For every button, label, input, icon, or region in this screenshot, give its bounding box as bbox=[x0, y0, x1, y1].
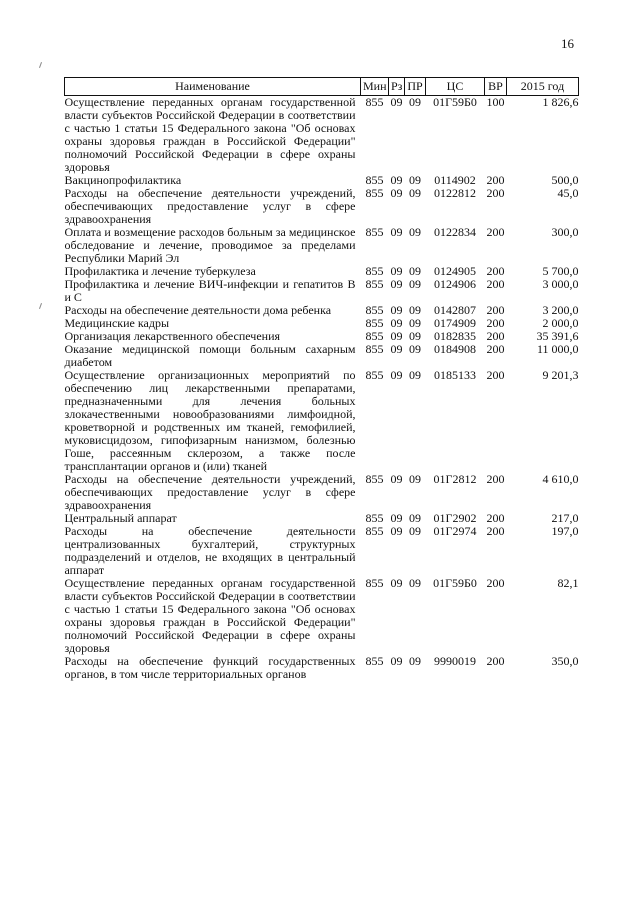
row-cs: 01Г2812 bbox=[433, 472, 477, 486]
row-amount: 217,0 bbox=[551, 511, 579, 525]
row-min: 855 bbox=[365, 303, 384, 317]
table-row bbox=[65, 655, 579, 681]
row-vr: 200 bbox=[486, 303, 505, 317]
table-row bbox=[65, 369, 579, 473]
row-name: Оказание медицинской помощи больным сахарным диабетом bbox=[64, 342, 356, 369]
row-pr: 09 bbox=[409, 225, 421, 239]
row-rz: 09 bbox=[390, 511, 403, 525]
row-vr: 100 bbox=[486, 95, 505, 109]
row-cs: 0122834 bbox=[434, 225, 476, 239]
row-min: 855 bbox=[365, 277, 384, 291]
row-vr: 200 bbox=[486, 329, 505, 343]
row-min: 855 bbox=[365, 472, 384, 486]
row-amount: 500,0 bbox=[551, 173, 579, 187]
row-min: 855 bbox=[365, 654, 384, 668]
row-amount: 2 000,0 bbox=[542, 316, 579, 330]
row-cs: 0124905 bbox=[434, 264, 476, 278]
row-rz: 09 bbox=[390, 186, 403, 200]
row-vr: 200 bbox=[486, 342, 505, 356]
table-row bbox=[65, 525, 579, 577]
row-name: Профилактика и лечение туберкулеза bbox=[64, 264, 256, 278]
header-vr: ВР bbox=[485, 78, 507, 96]
row-pr: 09 bbox=[409, 329, 421, 343]
row-min: 855 bbox=[365, 225, 384, 239]
row-name: Профилактика и лечение ВИЧ-инфекции и гепатитов В и С bbox=[64, 277, 356, 304]
row-cs: 0122812 bbox=[434, 186, 476, 200]
row-vr: 200 bbox=[486, 576, 505, 590]
row-amount: 9 201,3 bbox=[542, 368, 579, 382]
table-row bbox=[65, 343, 579, 369]
page-number: 16 bbox=[561, 36, 574, 51]
row-pr: 09 bbox=[409, 342, 421, 356]
header-cs: ЦС bbox=[426, 78, 485, 96]
row-min: 855 bbox=[365, 264, 384, 278]
row-pr: 09 bbox=[409, 472, 421, 486]
row-amount: 35 391,6 bbox=[536, 329, 579, 343]
row-rz: 09 bbox=[390, 329, 403, 343]
header-pr: ПР bbox=[405, 78, 426, 96]
row-min: 855 bbox=[365, 316, 384, 330]
row-pr: 09 bbox=[409, 524, 421, 538]
row-rz: 09 bbox=[390, 303, 403, 317]
row-pr: 09 bbox=[409, 316, 421, 330]
row-rz: 09 bbox=[390, 277, 403, 291]
row-cs: 01Г59Б0 bbox=[433, 576, 477, 590]
row-rz: 09 bbox=[390, 264, 403, 278]
row-min: 855 bbox=[365, 524, 384, 538]
header-rz: Рз bbox=[389, 78, 405, 96]
row-cs: 9990019 bbox=[434, 654, 476, 668]
row-name: Расходы на обеспечение деятельности учреждений, обеспечивающих предоставление услуг в сфере здравоохранения bbox=[64, 472, 356, 512]
row-cs: 0184908 bbox=[434, 342, 476, 356]
row-amount: 11 000,0 bbox=[536, 342, 579, 356]
row-vr: 200 bbox=[486, 472, 505, 486]
row-pr: 09 bbox=[409, 303, 421, 317]
table-header bbox=[65, 78, 579, 96]
row-pr: 09 bbox=[409, 654, 421, 668]
table-body bbox=[65, 96, 579, 682]
row-vr: 200 bbox=[486, 225, 505, 239]
row-rz: 09 bbox=[390, 316, 403, 330]
row-amount: 4 610,0 bbox=[542, 472, 579, 486]
row-vr: 200 bbox=[486, 524, 505, 538]
table-row bbox=[65, 187, 579, 226]
row-vr: 200 bbox=[486, 368, 505, 382]
row-cs: 0124906 bbox=[434, 277, 476, 291]
row-amount: 45,0 bbox=[557, 186, 579, 200]
row-name: Медицинские кадры bbox=[64, 316, 170, 330]
row-rz: 09 bbox=[390, 173, 403, 187]
row-amount: 1 826,6 bbox=[542, 95, 579, 109]
row-min: 855 bbox=[365, 186, 384, 200]
row-name: Расходы на обеспечение функций государственных органов, в том числе территориальных органов bbox=[64, 654, 356, 681]
row-rz: 09 bbox=[390, 524, 403, 538]
row-rz: 09 bbox=[390, 342, 403, 356]
row-vr: 200 bbox=[486, 654, 505, 668]
table-row bbox=[65, 96, 579, 175]
row-vr: 200 bbox=[486, 186, 505, 200]
row-cs: 01Г59Б0 bbox=[433, 95, 477, 109]
row-min: 855 bbox=[365, 576, 384, 590]
row-rz: 09 bbox=[390, 95, 403, 109]
row-min: 855 bbox=[365, 329, 384, 343]
row-name: Расходы на обеспечение деятельности дома ребенка bbox=[64, 303, 332, 317]
header-year: 2015 год bbox=[507, 78, 579, 96]
row-rz: 09 bbox=[390, 225, 403, 239]
row-amount: 5 700,0 bbox=[542, 264, 579, 278]
row-pr: 09 bbox=[409, 186, 421, 200]
row-min: 855 bbox=[365, 511, 384, 525]
row-rz: 09 bbox=[390, 654, 403, 668]
row-vr: 200 bbox=[486, 264, 505, 278]
row-cs: 0114902 bbox=[434, 173, 476, 187]
row-min: 855 bbox=[365, 368, 384, 382]
row-name: Оплата и возмещение расходов больным за медицинское обследование и лечение, проводимое за пределами Республики Марий Эл bbox=[64, 225, 356, 265]
row-amount: 350,0 bbox=[551, 654, 579, 668]
row-name: Центральный аппарат bbox=[64, 511, 177, 525]
header-name: Наименование bbox=[65, 78, 361, 96]
row-cs: 01Г2902 bbox=[433, 511, 477, 525]
row-pr: 09 bbox=[409, 95, 421, 109]
row-pr: 09 bbox=[409, 511, 421, 525]
row-amount: 3 000,0 bbox=[542, 277, 579, 291]
row-pr: 09 bbox=[409, 264, 421, 278]
row-name: Осуществление переданных органам государственной власти субъектов Российской Федерации в соответствии с частью 1 статьи 15 Федерального закона "Об основах охраны здоровья граждан в Российской Федерации" полномочий Российской Федерации в сфере охраны здоровья bbox=[64, 576, 356, 655]
row-pr: 09 bbox=[409, 576, 421, 590]
table-row bbox=[65, 278, 579, 304]
row-vr: 200 bbox=[486, 173, 505, 187]
row-vr: 200 bbox=[486, 277, 505, 291]
row-min: 855 bbox=[365, 342, 384, 356]
row-pr: 09 bbox=[409, 277, 421, 291]
row-rz: 09 bbox=[390, 576, 403, 590]
row-vr: 200 bbox=[486, 511, 505, 525]
scan-mark bbox=[39, 303, 42, 309]
budget-table bbox=[64, 77, 579, 681]
row-rz: 09 bbox=[390, 472, 403, 486]
row-name: Расходы на обеспечение деятельности учреждений, обеспечивающих предоставление услуг в сфере здравоохранения bbox=[64, 186, 356, 226]
row-rz: 09 bbox=[390, 368, 403, 382]
row-amount: 82,1 bbox=[557, 576, 579, 590]
row-min: 855 bbox=[365, 95, 384, 109]
row-name: Организация лекарственного обеспечения bbox=[64, 329, 281, 343]
row-name: Вакцинопрофилактика bbox=[64, 173, 182, 187]
table-row bbox=[65, 473, 579, 512]
row-name: Расходы на обеспечение деятельности централизованных бухгалтерий, структурных подразделений и отделов, не входящих в центральный аппарат bbox=[64, 524, 356, 577]
table-row bbox=[65, 226, 579, 265]
row-name: Осуществление переданных органам государственной власти субъектов Российской Федерации в соответствии с частью 1 статьи 15 Федерального закона "Об основах охраны здоровья граждан в Российской Федерации" полномочий Российской Федерации в сфере охраны здоровья bbox=[64, 95, 356, 174]
row-vr: 200 bbox=[486, 316, 505, 330]
row-pr: 09 bbox=[409, 368, 421, 382]
row-cs: 0185133 bbox=[434, 368, 476, 382]
row-min: 855 bbox=[365, 173, 384, 187]
row-amount: 3 200,0 bbox=[542, 303, 579, 317]
row-amount: 300,0 bbox=[551, 225, 579, 239]
table-row bbox=[65, 577, 579, 655]
row-cs: 0174909 bbox=[434, 316, 476, 330]
scan-mark bbox=[39, 62, 42, 68]
row-cs: 01Г2974 bbox=[433, 524, 477, 538]
row-cs: 0142807 bbox=[434, 303, 476, 317]
row-cs: 0182835 bbox=[434, 329, 476, 343]
row-pr: 09 bbox=[409, 173, 421, 187]
row-amount: 197,0 bbox=[551, 524, 579, 538]
header-min: Мин bbox=[361, 78, 389, 96]
row-name: Осуществление организационных мероприятий по обеспечению лиц лекарственными препаратами, предназначенными для лечения больных злокачественными новообразованиями лимфоидной, кроветворной и родственных им тканей, гемофилией, муковисцидозом, гипофизарным нанизмом, болезнью Гоше, рассеянным склерозом, а также после трансплантации органов и (или) тканей bbox=[64, 368, 356, 473]
